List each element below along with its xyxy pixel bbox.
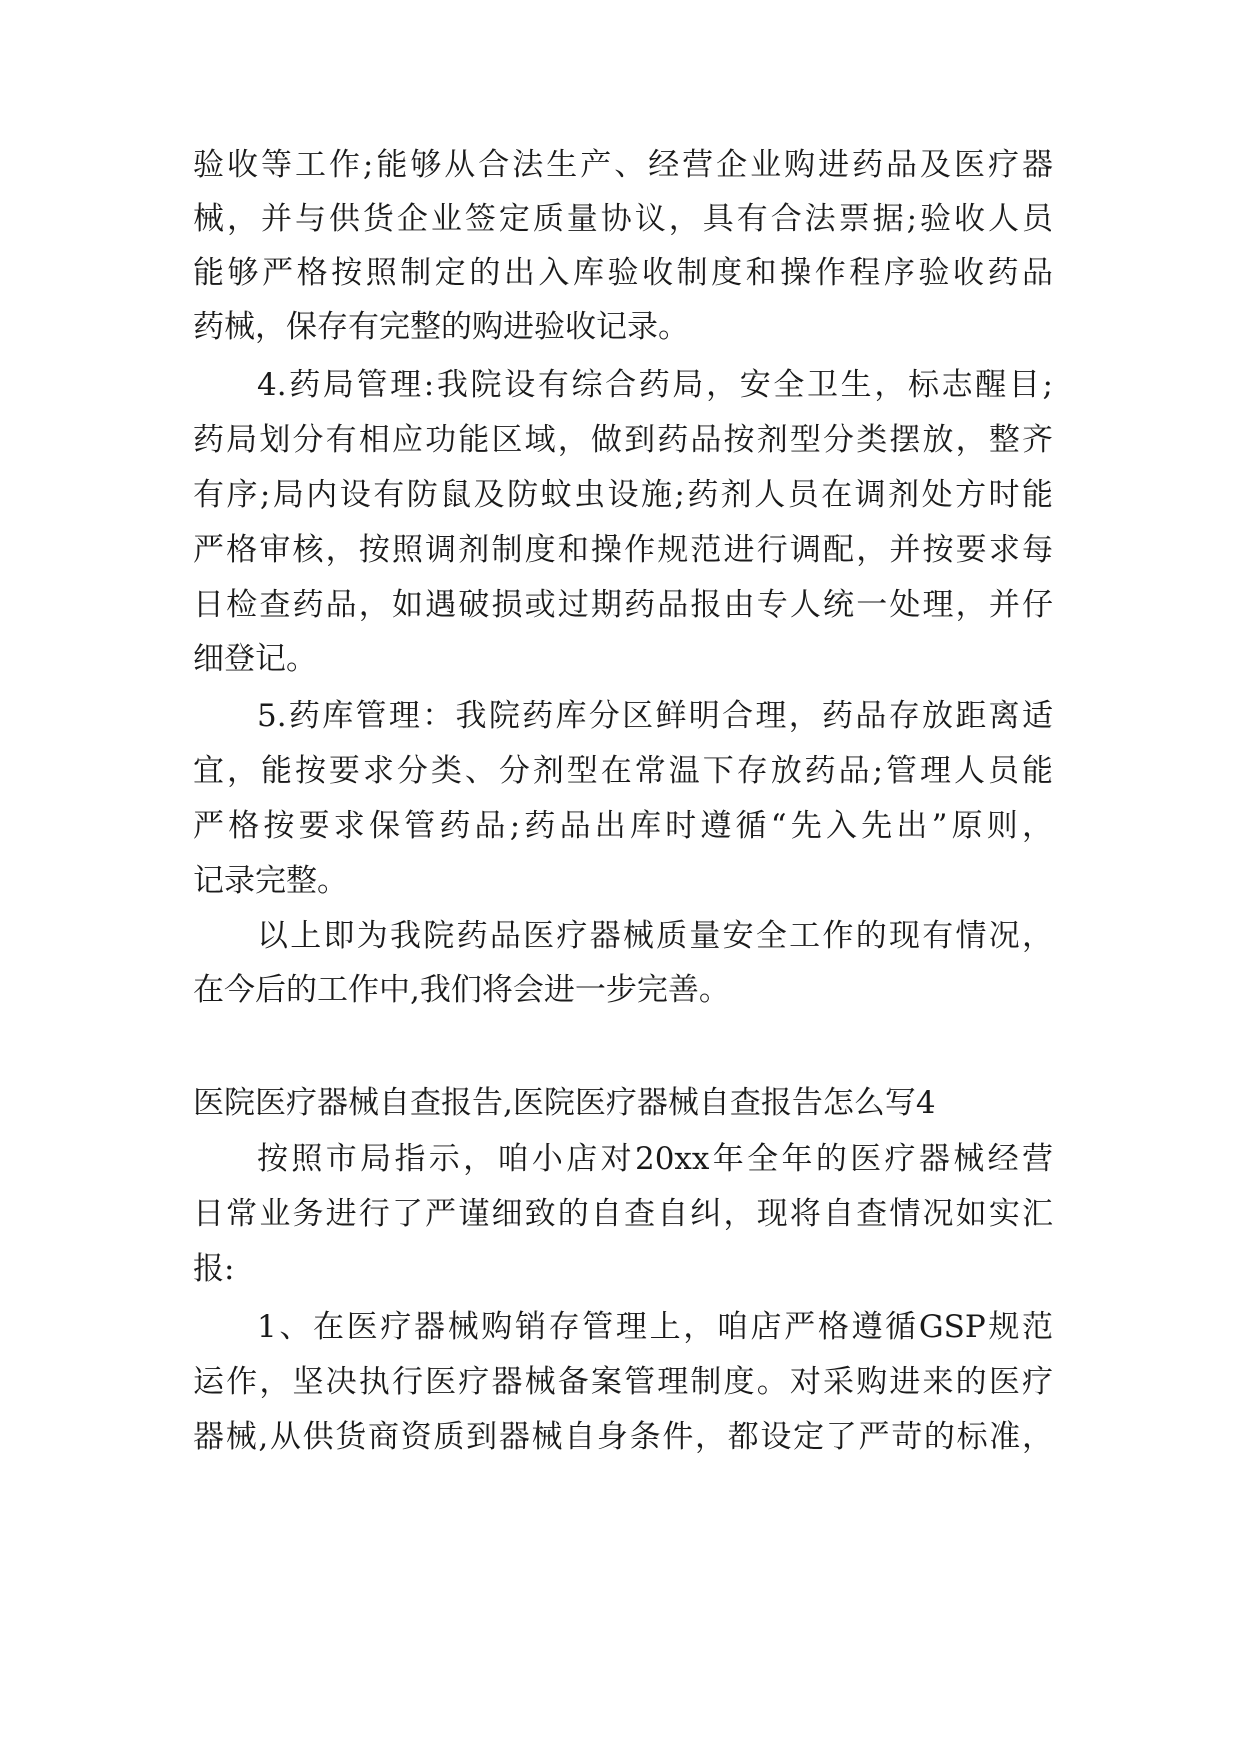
text-line: 器械,从供货商资质到器械自身条件，都设定了严苛的标准， [193, 1419, 1053, 1455]
text-line: 日常业务进行了严谨细致的自查自纠，现将自查情况如实汇 [193, 1196, 1053, 1232]
text-line: 日检查药品，如遇破损或过期药品报由专人统一处理，并仔 [193, 587, 1053, 623]
text-line: 严格审核，按照调剂制度和操作规范进行调配，并按要求每 [193, 532, 1053, 568]
text-line: 在今后的工作中,我们将会进一步完善。 [193, 972, 730, 1008]
text-line: 报: [193, 1251, 235, 1287]
text-line: 能够严格按照制定的出入库验收制度和操作程序验收药品 [193, 255, 1053, 291]
text-line: 细登记。 [193, 641, 317, 677]
section-heading: 医院医疗器械自查报告,医院医疗器械自查报告怎么写4 [193, 1085, 936, 1121]
text-line: 以上即为我院药品医疗器械质量安全工作的现有情况， [257, 918, 1053, 954]
text-line: 4.药局管理:我院设有综合药局，安全卫生，标志醒目; [257, 367, 1053, 403]
text-line: 药械，保存有完整的购进验收记录。 [193, 309, 689, 345]
text-line: 有序;局内设有防鼠及防蚊虫设施;药剂人员在调剂处方时能 [193, 477, 1053, 513]
text-line: 宜，能按要求分类、分剂型在常温下存放药品;管理人员能 [193, 753, 1053, 789]
text-line: 械，并与供货企业签定质量协议，具有合法票据;验收人员 [193, 201, 1053, 237]
text-line: 按照市局指示，咱小店对20xx年全年的医疗器械经营 [257, 1141, 1053, 1177]
text-line: 验收等工作;能够从合法生产、经营企业购进药品及医疗器 [193, 147, 1053, 183]
text-line: 严格按要求保管药品;药品出库时遵循“先入先出”原则， [193, 808, 1053, 844]
text-line: 药局划分有相应功能区域，做到药品按剂型分类摆放，整齐 [193, 422, 1053, 458]
text-line: 5.药库管理：我院药库分区鲜明合理，药品存放距离适 [257, 698, 1053, 734]
text-line: 运作，坚决执行医疗器械备案管理制度。对采购进来的医疗 [193, 1364, 1053, 1400]
text-line: 记录完整。 [193, 863, 348, 899]
text-line: 1、在医疗器械购销存管理上，咱店严格遵循GSP规范 [257, 1309, 1053, 1345]
